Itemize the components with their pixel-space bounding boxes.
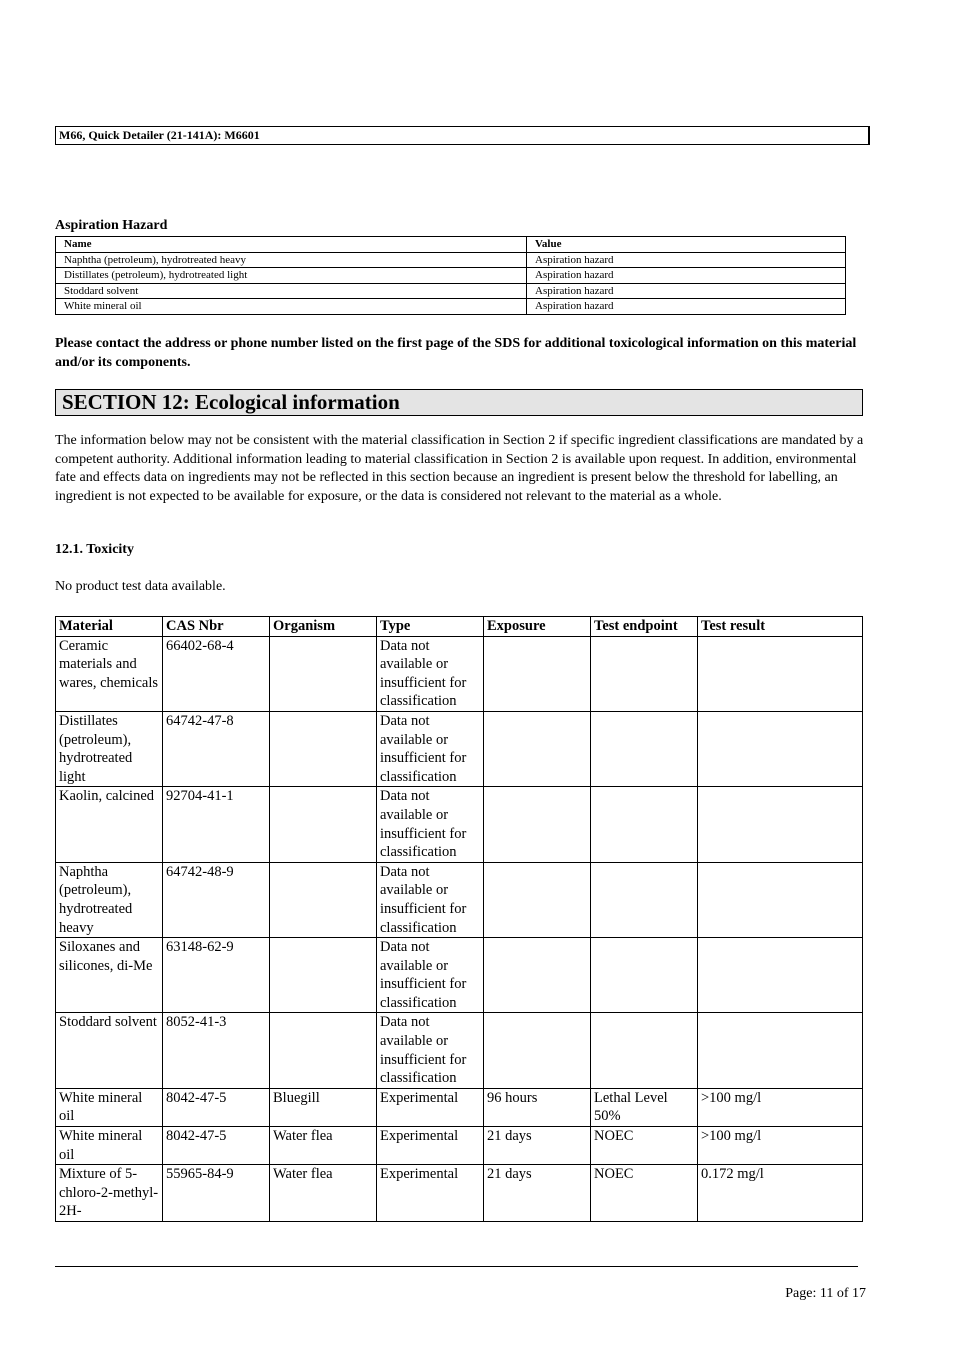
cell-cas: 64742-48-9 <box>163 862 270 937</box>
cell-type: Data not available or insufficient for classification <box>377 938 484 1013</box>
column-header-material: Material <box>56 617 163 637</box>
cell-exposure: 21 days <box>484 1165 591 1222</box>
cell-exposure: 21 days <box>484 1127 591 1165</box>
cell-endpoint <box>591 711 698 786</box>
table-row <box>56 711 863 786</box>
contact-note: Please contact the address or phone number listed on the first page of the SDS for additional toxicological information on this material and/or its components. <box>55 336 857 370</box>
table-header-row <box>56 617 863 637</box>
table-row <box>56 636 863 711</box>
cell-value: Aspiration hazard <box>527 283 846 299</box>
cell-organism <box>270 787 377 862</box>
table-row <box>56 268 846 284</box>
section-title: SECTION 12: Ecological information <box>55 389 863 416</box>
table-row <box>56 1127 863 1165</box>
cell-value: Aspiration hazard <box>527 252 846 268</box>
cell-value: Aspiration hazard <box>527 299 846 315</box>
cell-material: White mineral oil <box>56 1088 163 1126</box>
cell-material: Naphtha (petroleum), hydrotreated heavy <box>56 862 163 937</box>
cell-type: Experimental <box>377 1127 484 1165</box>
cell-cas: 63148-62-9 <box>163 938 270 1013</box>
cell-exposure: 96 hours <box>484 1088 591 1126</box>
aspiration-hazard-title: Aspiration Hazard <box>55 218 168 233</box>
cell-material: Kaolin, calcined <box>56 787 163 862</box>
aspiration-hazard-table <box>55 236 846 315</box>
cell-type: Data not available or insufficient for classification <box>377 636 484 711</box>
cell-material: Stoddard solvent <box>56 1013 163 1088</box>
cell-type: Experimental <box>377 1088 484 1126</box>
column-header-test-endpoint: Test endpoint <box>591 617 698 637</box>
table-row <box>56 299 846 315</box>
column-header-cas: CAS Nbr <box>163 617 270 637</box>
table-row <box>56 862 863 937</box>
cell-result: >100 mg/l <box>698 1127 863 1165</box>
cell-result <box>698 938 863 1013</box>
cell-exposure <box>484 636 591 711</box>
cell-organism: Bluegill <box>270 1088 377 1126</box>
cell-cas: 8042-47-5 <box>163 1127 270 1165</box>
cell-endpoint <box>591 636 698 711</box>
cell-result <box>698 787 863 862</box>
cell-name: Distillates (petroleum), hydrotreated light <box>56 268 527 284</box>
cell-endpoint: NOEC <box>591 1127 698 1165</box>
cell-type: Data not available or insufficient for classification <box>377 1013 484 1088</box>
cell-result: 0.172 mg/l <box>698 1165 863 1222</box>
table-row <box>56 1088 863 1126</box>
column-header-type: Type <box>377 617 484 637</box>
cell-cas: 64742-47-8 <box>163 711 270 786</box>
cell-endpoint <box>591 787 698 862</box>
cell-endpoint <box>591 1013 698 1088</box>
table-row <box>56 252 846 268</box>
cell-result <box>698 1013 863 1088</box>
cell-organism <box>270 1013 377 1088</box>
table-row <box>56 1165 863 1222</box>
cell-cas: 8052-41-3 <box>163 1013 270 1088</box>
cell-endpoint <box>591 862 698 937</box>
cell-type: Data not available or insufficient for classification <box>377 711 484 786</box>
cell-endpoint <box>591 938 698 1013</box>
page-number: Page: 11 of 17 <box>785 1286 866 1301</box>
cell-exposure <box>484 862 591 937</box>
document-header: M66, Quick Detailer (21-141A): M6601 <box>55 126 870 145</box>
cell-name: Stoddard solvent <box>56 283 527 299</box>
column-header-name: Name <box>56 237 527 253</box>
cell-type: Data not available or insufficient for classification <box>377 862 484 937</box>
table-row <box>56 283 846 299</box>
cell-material: Ceramic materials and wares, chemicals <box>56 636 163 711</box>
cell-result <box>698 862 863 937</box>
cell-cas: 92704-41-1 <box>163 787 270 862</box>
section-intro: The information below may not be consistent with the material classification in Section 2 if specific ingredient classifications are mandated by a competent authority. Additional information leading to material classification in Section 2 is available upon request. In addition, environmental fate and effects data on ingredients may not be reflected in this section because an ingredient is present below the threshold for labelling, an ingredient is not expected to be available for exposure, or the data is considered not relevant to the material as a whole. <box>55 433 864 504</box>
subsection-title: 12.1. Toxicity <box>55 542 134 557</box>
cell-type: Experimental <box>377 1165 484 1222</box>
footer-divider <box>55 1266 858 1267</box>
cell-name: White mineral oil <box>56 299 527 315</box>
column-header-organism: Organism <box>270 617 377 637</box>
cell-cas: 66402-68-4 <box>163 636 270 711</box>
cell-organism <box>270 711 377 786</box>
cell-result <box>698 636 863 711</box>
cell-organism <box>270 862 377 937</box>
table-row <box>56 1013 863 1088</box>
cell-value: Aspiration hazard <box>527 268 846 284</box>
table-header-row <box>56 237 846 253</box>
cell-cas: 55965-84-9 <box>163 1165 270 1222</box>
cell-organism <box>270 938 377 1013</box>
cell-material: Distillates (petroleum), hydrotreated light <box>56 711 163 786</box>
cell-cas: 8042-47-5 <box>163 1088 270 1126</box>
cell-result: >100 mg/l <box>698 1088 863 1126</box>
cell-endpoint: NOEC <box>591 1165 698 1222</box>
cell-organism: Water flea <box>270 1127 377 1165</box>
cell-material: Siloxanes and silicones, di-Me <box>56 938 163 1013</box>
cell-material: Mixture of 5-chloro-2-methyl-2H- <box>56 1165 163 1222</box>
cell-organism <box>270 636 377 711</box>
column-header-value: Value <box>527 237 846 253</box>
cell-type: Data not available or insufficient for classification <box>377 787 484 862</box>
cell-endpoint: Lethal Level 50% <box>591 1088 698 1126</box>
cell-material: White mineral oil <box>56 1127 163 1165</box>
column-header-exposure: Exposure <box>484 617 591 637</box>
table-row <box>56 938 863 1013</box>
column-header-test-result: Test result <box>698 617 863 637</box>
toxicity-table <box>55 616 863 1222</box>
cell-exposure <box>484 938 591 1013</box>
table-row <box>56 787 863 862</box>
cell-exposure <box>484 1013 591 1088</box>
cell-organism: Water flea <box>270 1165 377 1222</box>
no-data-note: No product test data available. <box>55 579 226 594</box>
cell-result <box>698 711 863 786</box>
cell-name: Naphtha (petroleum), hydrotreated heavy <box>56 252 527 268</box>
cell-exposure <box>484 711 591 786</box>
cell-exposure <box>484 787 591 862</box>
